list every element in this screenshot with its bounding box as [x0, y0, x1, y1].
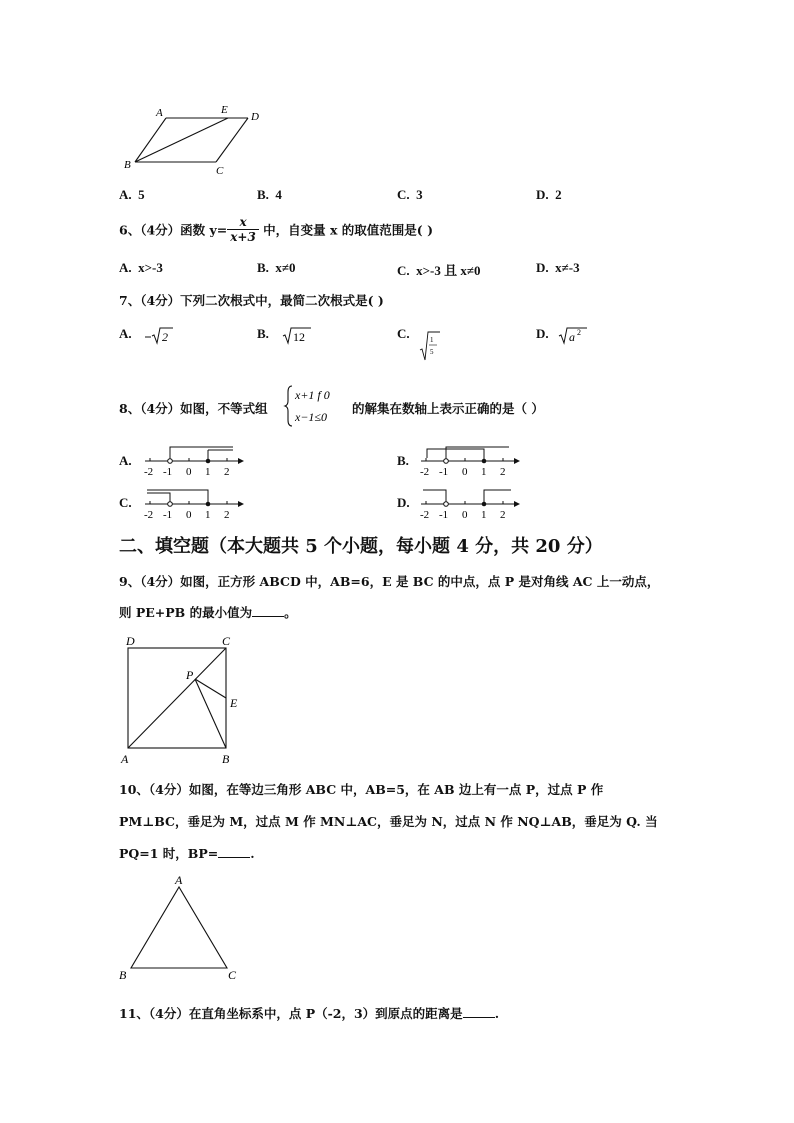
q10-answer-blank[interactable] [218, 847, 250, 858]
tick-label: 2 [224, 509, 230, 521]
q7-option-b[interactable]: B. [257, 326, 269, 341]
label-P: P [186, 668, 194, 682]
tick-label: -1 [439, 509, 449, 521]
q8-ineq-2: x−1≤0 [295, 410, 328, 424]
q8-number-line-b [419, 444, 524, 478]
q8-number-line-a [143, 444, 248, 478]
q5-option-c[interactable]: C. 3 [397, 187, 423, 202]
q7-option-c[interactable]: C. [397, 326, 410, 341]
label-C: C [222, 634, 231, 648]
q8-number-line-d [419, 487, 524, 521]
q8-suffix: 的解集在数轴上表示正确的是（ ） [352, 401, 544, 416]
tick-label: 1 [205, 509, 211, 521]
q8-number-line-c [143, 487, 248, 521]
q7-option-b-expr [281, 324, 315, 346]
q6-option-a[interactable]: A. x>-3 [119, 260, 163, 275]
q7-option-d-expr [557, 324, 591, 346]
section-2-title: 二、填空题（本大题共 5 个小题，每小题 4 分，共 20 分） [119, 536, 603, 557]
q9-line-2: 则 PE+PB 的最小值为 。 [119, 605, 297, 620]
q6-option-b[interactable]: B. x≠0 [257, 260, 296, 275]
tick-label: -2 [144, 509, 154, 521]
q5-option-a[interactable]: A. 5 [119, 187, 145, 202]
label-E: E [230, 696, 238, 710]
label-A: A [156, 107, 163, 119]
tick-label: 2 [224, 466, 230, 478]
svg-text:a: a [569, 330, 575, 344]
tick-label: -2 [420, 509, 430, 521]
q8-system-brace [284, 384, 354, 428]
q9-square-figure [118, 632, 248, 767]
tick-label: 0 [462, 509, 468, 521]
segment-PB [195, 679, 226, 748]
q9-answer-blank[interactable] [252, 606, 284, 617]
q11-stem: 11、（4分）在直角坐标系中，点 P（-2，3）到原点的距离是 . [119, 1006, 500, 1021]
q6-option-d[interactable]: D. x≠-3 [536, 260, 580, 275]
label-D: D [251, 111, 259, 123]
q8-prefix: 8、（4分）如图，不等式组 [119, 401, 268, 416]
q7-stem: 7、（4分）下列二次根式中，最简二次根式是( ) [119, 293, 384, 308]
label-D: D [126, 634, 135, 648]
q5-option-d[interactable]: D. 2 [536, 187, 562, 202]
label-B: B [124, 159, 131, 171]
label-B: B [119, 968, 127, 982]
label-B: B [222, 752, 230, 766]
q5-parallelogram-figure [120, 100, 270, 180]
tick-label: -2 [144, 466, 154, 478]
tick-label: -2 [420, 466, 430, 478]
q6-stem: 6、（4分）函数 y= $\frac{x}{x+3}$ 中，自变量 x 的取值范围是( ) [119, 215, 433, 244]
q11-answer-blank[interactable] [463, 1007, 495, 1018]
tick-label: -1 [163, 466, 173, 478]
q7-c-numerator: 1 [430, 336, 434, 344]
tick-label: 2 [500, 509, 506, 521]
q8-option-c[interactable]: C. [119, 495, 132, 510]
q5-option-b[interactable]: B. 4 [257, 187, 282, 202]
label-C: C [228, 968, 237, 982]
q6-option-c[interactable]: C. x>-3 且 x≠0 [397, 263, 481, 278]
q7-option-c-expr [418, 330, 448, 362]
q8-option-d[interactable]: D. [397, 495, 410, 510]
q8-option-b[interactable]: B. [397, 453, 409, 468]
q7-option-a[interactable]: A. [119, 326, 132, 341]
tick-label: 0 [186, 466, 192, 478]
svg-text:2: 2 [577, 328, 581, 337]
label-E: E [221, 104, 228, 116]
q8-ineq-1: x+1 f 0 [295, 388, 330, 402]
q7-option-d[interactable]: D. [536, 326, 549, 341]
edge-BA [135, 118, 166, 162]
label-C: C [216, 165, 224, 177]
label-A: A [121, 752, 129, 766]
q7-option-a-expr [143, 324, 177, 346]
diagonal-AC [128, 648, 226, 748]
tick-label: 0 [186, 509, 192, 521]
segment-BE [135, 118, 228, 162]
q10-line-1: 10、（4分）如图，在等边三角形 ABC 中，AB=5，在 AB 边上有一点 P，过点 P 作 [119, 782, 604, 797]
q10-triangle-figure [115, 870, 245, 985]
q10-line-2: PM⊥BC，垂足为 M，过点 M 作 MN⊥AC，垂足为 N，过点 N 作 NQ⊥AB，垂足为 Q. 当 [119, 814, 658, 829]
q6-fraction: $\frac{x}{x+3}$ [227, 215, 259, 244]
tick-label: 1 [481, 509, 487, 521]
q9-line-1: 9、（4分）如图，正方形 ABCD 中，AB=6，E 是 BC 的中点，点 P 是对角线 AC 上一动点， [119, 574, 660, 589]
label-A: A [175, 873, 183, 887]
tick-label: -1 [439, 466, 449, 478]
q10-line-3: PQ=1 时，BP= . [119, 846, 255, 861]
edge-DC [216, 118, 248, 162]
tick-label: 1 [481, 466, 487, 478]
q8-option-a[interactable]: A. [119, 453, 132, 468]
tick-label: 0 [462, 466, 468, 478]
tick-label: 2 [500, 466, 506, 478]
svg-text:12: 12 [293, 330, 305, 344]
tick-label: -1 [163, 509, 173, 521]
tick-label: 1 [205, 466, 211, 478]
svg-text:2: 2 [162, 330, 168, 344]
q7-c-denominator: 5 [430, 348, 434, 356]
